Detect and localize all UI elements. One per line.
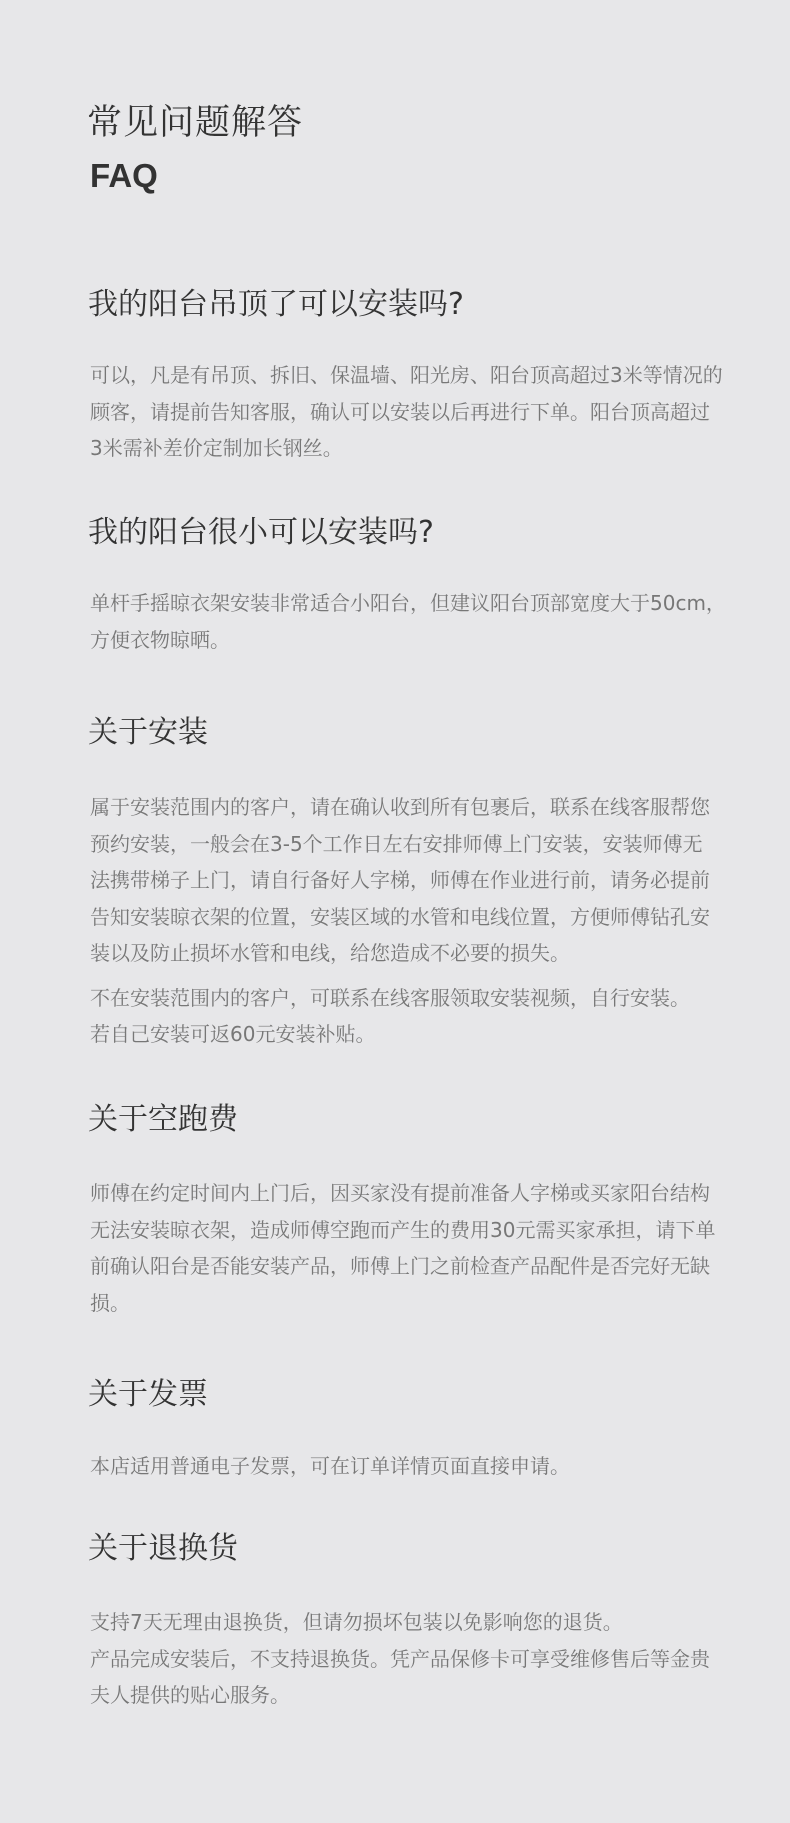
faq-question: 关于发票 <box>88 1377 208 1412</box>
faq-answer: 本店适用普通电子发票，可在订单详情页面直接申请。 <box>90 1454 570 1478</box>
faq-question: 我的阳台很小可以安装吗? <box>88 515 434 550</box>
faq-answer: 支持7天无理由退换货，但请勿损坏包装以免影响您的退货。 产品完成安装后，不支持退换货。凭产品保修卡可享受维修售后等金贵 夫人提供的贴心服务。 <box>90 1610 710 1707</box>
faq-answer: 单杆手摇晾衣架安装非常适合小阳台，但建议阳台顶部宽度大于50cm， 方便衣物晾晒。 <box>90 591 726 652</box>
page-title: 常见问题解答 <box>87 103 304 143</box>
faq-answer: 不在安装范围内的客户，可联系在线客服领取安装视频，自行安装。 若自己安装可返60元安装补贴。 <box>90 985 690 1046</box>
faq-item-wasted-trip-fee <box>88 1098 738 1321</box>
faq-answer: 可以，凡是有吊顶、拆旧、保温墙、阳光房、阳台顶高超过3米等情况的 顾客，请提前告知客服，确认可以安装以后再进行下单。阳台顶高超过 3米需补差价定制加长钢丝。 <box>90 363 723 460</box>
faq-item-installation <box>88 711 738 1053</box>
faq-question: 关于空跑费 <box>88 1102 238 1137</box>
faq-question: 我的阳台吊顶了可以安装吗? <box>88 287 464 322</box>
faq-item-returns <box>88 1527 738 1714</box>
faq-item-invoice <box>88 1373 738 1485</box>
faq-answer: 属于安装范围内的客户，请在确认收到所有包裹后，联系在线客服帮您 预约安装，一般会在3-5个工作日左右安排师傅上门安装，安装师傅无 法携带梯子上门，请自行备好人字梯，师傅在作业进行前，请务必提前 告知安装晾衣架的位置，安装区域的水管和电线位置，方便师傅钻孔安 装以及防止损坏水管和电线，给您造成不必要的损失。 <box>90 795 710 965</box>
page-subtitle: FAQ <box>90 157 158 194</box>
faq-question: 关于安装 <box>88 715 208 750</box>
faq-item-balcony-ceiling <box>88 283 738 467</box>
faq-item-small-balcony <box>88 511 738 658</box>
faq-answer: 师傅在约定时间内上门后，因买家没有提前准备人字梯或买家阳台结构 无法安装晾衣架，造成师傅空跑而产生的费用30元需买家承担，请下单 前确认阳台是否能安装产品，师傅上门之前检查产品配件是否完好无缺 损。 <box>90 1181 716 1315</box>
faq-question: 关于退换货 <box>88 1531 238 1566</box>
page-header <box>87 98 303 196</box>
